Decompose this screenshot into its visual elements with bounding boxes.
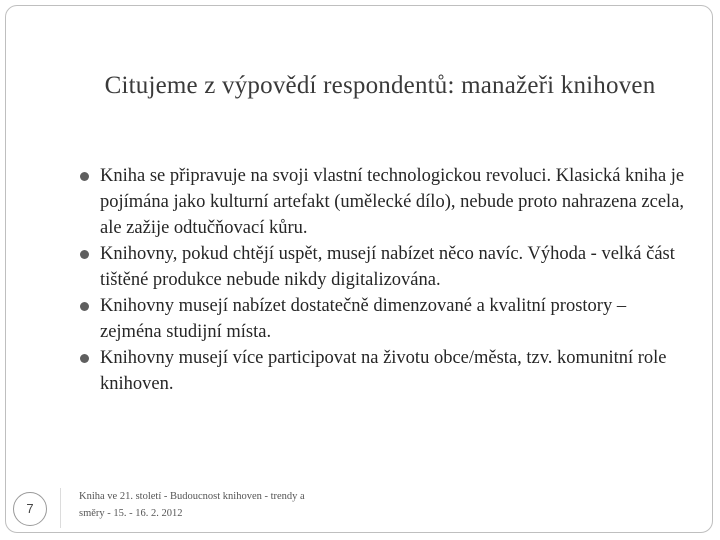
bullet-text: Kniha se připravuje na svoji vlastní technologickou revoluci. Klasická kniha je pojímána jako kulturní artefakt (umělecké dílo), nebude proto nahrazena zcela, ale zažije odtučňovací kůru. bbox=[100, 166, 685, 238]
page-number: 7 bbox=[13, 492, 47, 526]
bullet-item bbox=[78, 293, 688, 345]
bullet-icon bbox=[80, 354, 89, 363]
footer-divider bbox=[60, 488, 61, 528]
bullet-item bbox=[78, 163, 688, 241]
bullet-icon bbox=[80, 302, 89, 311]
bullet-item bbox=[78, 241, 688, 293]
footer-text bbox=[79, 488, 379, 522]
bullet-icon bbox=[80, 250, 89, 259]
bullet-list bbox=[78, 163, 688, 397]
bullet-item bbox=[78, 345, 688, 397]
bullet-icon bbox=[80, 172, 89, 181]
bullet-text: Knihovny musejí více participovat na životu obce/města, tzv. komunitní role knihoven. bbox=[100, 348, 667, 394]
footer-line-2: směry - 15. - 16. 2. 2012 bbox=[79, 508, 183, 519]
bullet-text: Knihovny musejí nabízet dostatečně dimenzované a kvalitní prostory – zejména studijní místa. bbox=[100, 296, 627, 342]
slide-title: Citujeme z výpovědí respondentů: manažeři knihoven bbox=[104, 72, 656, 99]
bullet-text: Knihovny, pokud chtějí uspět, musejí nabízet něco navíc. Výhoda - velká část tištěné produkce nebude nikdy digitalizována. bbox=[100, 244, 675, 290]
footer-line-1: Kniha ve 21. století - Budoucnost knihoven - trendy a bbox=[79, 491, 305, 502]
